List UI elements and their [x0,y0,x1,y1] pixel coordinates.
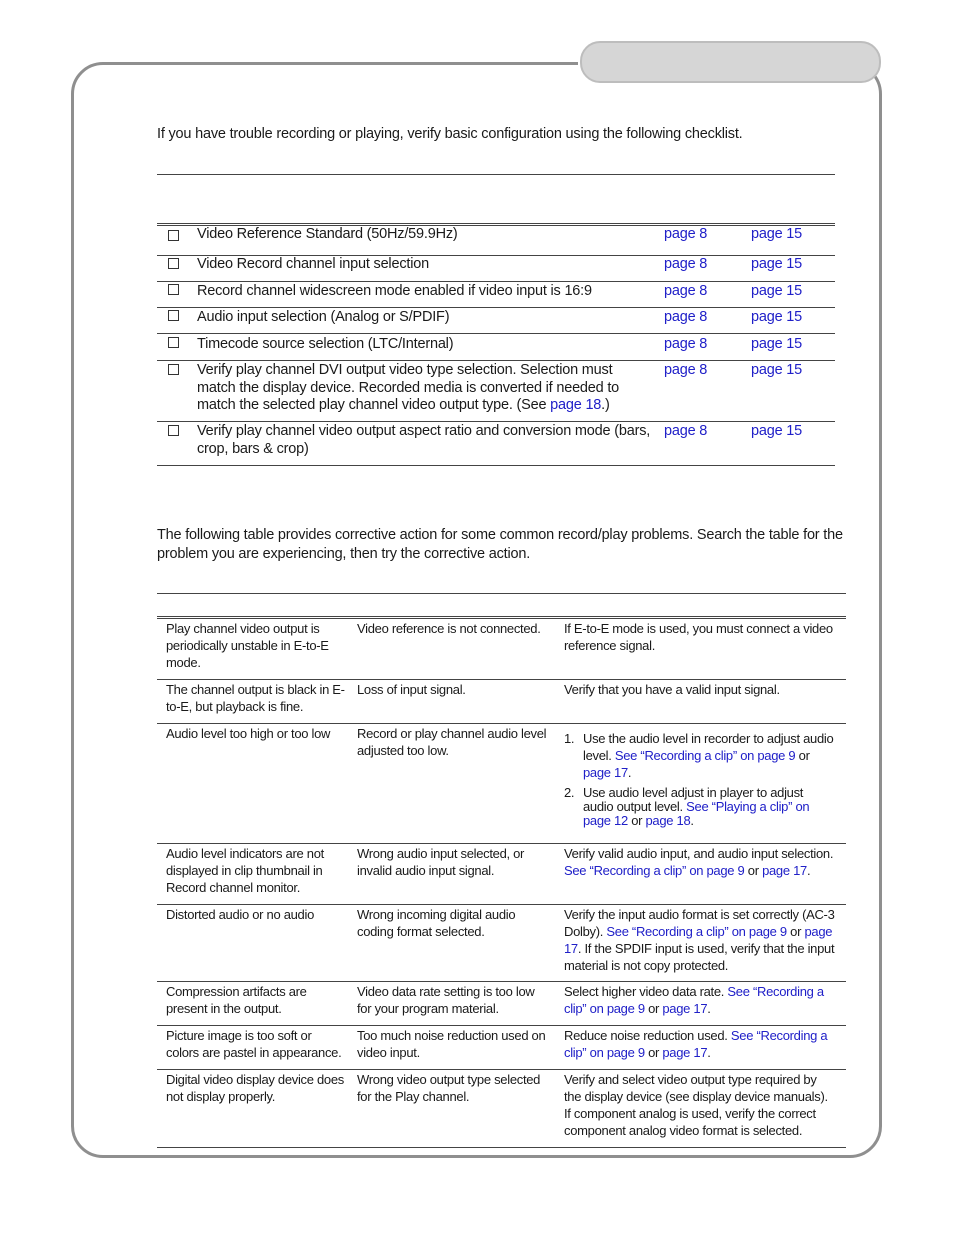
cross-reference-link[interactable]: See “Recording a clip” on page 9 [606,924,787,939]
cause-cell: Wrong video output type selected for the Play channel. [357,1072,541,1104]
action-cell: Verify and select video output type required by the display device (see display device manuals). If component analog is used, verify the correct component analog video format is selected. [564,1072,828,1138]
page-link[interactable]: page 8 [664,256,708,272]
page-link[interactable]: page 15 [751,226,803,242]
checklist-item-text: Verify play channel video output aspect ratio and conversion mode (bars, crop, bars & crop) [197,423,651,457]
page-link[interactable]: page 15 [751,423,803,439]
action-text: . [707,1001,711,1016]
cross-reference-link[interactable]: See “Recording a clip” on page 9 [564,863,745,878]
action-cell [564,1027,836,1061]
page-link[interactable]: page 15 [751,309,803,325]
cause-cell: Loss of input signal. [357,682,466,697]
table-row [157,619,846,680]
step-number: 1. [564,731,575,746]
intro-paragraph: If you have trouble recording or playing, verify basic configuration using the following checklist. [157,126,743,142]
cause-cell: Too much noise reduction used on video input. [357,1028,546,1060]
cross-reference-link[interactable]: See “Playing a clip” on page 12 [583,799,810,828]
action-text: Verify valid audio input, and audio input selection. [564,846,834,861]
checkbox[interactable] [168,337,179,348]
checkbox[interactable] [168,230,179,241]
page-link[interactable]: page 8 [664,423,708,439]
problem-cell: Picture image is too soft or colors are pastel in appearance. [166,1028,342,1060]
page-link[interactable]: page 17 [662,1045,708,1060]
step-text: . [627,765,632,780]
step-number: 2. [564,785,575,800]
page-link[interactable]: page 8 [664,362,708,378]
checklist-item-text: Timecode source selection (LTC/Internal) [197,336,454,352]
checklist-item-text [197,362,652,415]
checklist-row [157,282,835,308]
table-row [157,905,846,982]
table-row [157,982,846,1026]
action-cell [564,730,836,828]
cross-reference-link[interactable]: See “Recording a clip” on page 9 [564,984,824,1016]
checkbox[interactable] [168,284,179,295]
page-link[interactable]: page 17 [662,1001,708,1016]
checklist-item-text: Record channel widescreen mode enabled if video input is 16:9 [197,283,592,299]
action-text: or [744,863,763,878]
item-text: Verify play channel DVI output video type selection. Selection must match the display device. Recorded media is converted if needed to match the selected play channel video output type. (See [197,362,620,413]
cause-cell: Video reference is not connected. [357,621,541,636]
action-text: or [786,924,805,939]
action-text: Verify the input audio format is set correctly (AC-3 Dolby). [564,907,835,939]
action-text: . If the SPDIF input is used, verify that the input material is not copy protected. [564,941,835,973]
action-text: . [707,1045,711,1060]
checklist-row [157,334,835,361]
page-link[interactable]: page 8 [664,283,708,299]
action-text: Reduce noise reduction used. [564,1028,731,1043]
action-text: or [644,1045,663,1060]
checklist-item-text: Video Reference Standard (50Hz/59.9Hz) [197,226,458,242]
cause-cell: Wrong audio input selected, or invalid audio input signal. [357,846,525,878]
problem-cell: The channel output is black in E-to-E, but playback is fine. [166,682,345,714]
problem-cell: Play channel video output is periodically unstable in E-to-E mode. [166,621,329,670]
cross-reference-link[interactable]: See “Recording a clip” on page 9 [564,1028,828,1060]
header-tab [580,41,881,83]
table-row [157,1026,846,1070]
step-text: Use audio level adjust in player to adjust audio output level. [583,785,804,814]
problem-cell: Distorted audio or no audio [166,907,315,922]
action-cell [564,906,836,974]
problem-cell: Digital video display device does not display properly. [166,1072,344,1104]
table-row [157,1070,846,1148]
checkbox[interactable] [168,425,179,436]
step-text: . [690,813,694,828]
checklist-item-text: Audio input selection (Analog or S/PDIF) [197,309,450,325]
cause-cell: Record or play channel audio level adjusted too low. [357,726,547,758]
checklist-row [157,422,835,466]
page-link[interactable]: page 18 [645,813,691,828]
page-link[interactable]: page 17 [583,765,628,780]
action-text: . [806,863,811,878]
page-link[interactable]: page 15 [751,283,803,299]
action-cell [564,983,836,1017]
page-link[interactable]: page 15 [751,256,803,272]
table-row [157,680,846,724]
divider [157,593,846,594]
cross-reference-link[interactable]: See “Recording a clip” on page 9 [614,748,796,763]
page-link[interactable]: page 8 [664,336,708,352]
checklist-row [157,308,835,334]
problem-cell: Audio level indicators are not displayed in clip thumbnail in Record channel monitor. [166,846,324,895]
page-link[interactable]: page 17 [564,924,833,956]
page-link[interactable]: page 15 [751,336,803,352]
action-step [564,786,836,828]
problem-cell: Audio level too high or too low [166,726,331,741]
action-cell: Verify that you have a valid input signal. [564,682,780,697]
table-row [157,844,846,905]
action-step [564,730,836,781]
action-cell: If E-to-E mode is used, you must connect a video reference signal. [564,621,833,653]
step-text: or [627,813,646,828]
checklist-item-text: Video Record channel input selection [197,256,429,272]
table-intro-paragraph: The following table provides corrective action for some common record/play problems. Search the table for the problem you are experiencing, then try the corrective action. [157,527,843,562]
action-text: or [644,1001,663,1016]
page-link[interactable]: page 17 [762,863,807,878]
table-row [157,724,846,844]
divider [157,174,835,175]
problem-cell: Compression artifacts are present in the output. [166,984,307,1016]
checklist-row [157,226,835,256]
page-link[interactable]: page 8 [664,226,708,242]
page-link[interactable]: page 8 [664,309,708,325]
checklist-row [157,361,835,422]
cause-cell: Wrong incoming digital audio coding format selected. [357,907,516,939]
page-link[interactable]: page 18 [550,397,602,413]
action-cell [564,845,836,879]
checklist-row [157,256,835,282]
page-link[interactable]: page 15 [751,362,803,378]
checkbox[interactable] [168,364,179,375]
checkbox[interactable] [168,258,179,269]
cause-cell: Video data rate setting is too low for your program material. [357,984,535,1016]
checkbox[interactable] [168,310,179,321]
step-text: or [795,748,810,763]
step-text: Use the audio level in recorder to adjust audio level. [583,731,834,763]
action-text: Select higher video data rate. [564,984,728,999]
item-text: .) [601,397,610,413]
